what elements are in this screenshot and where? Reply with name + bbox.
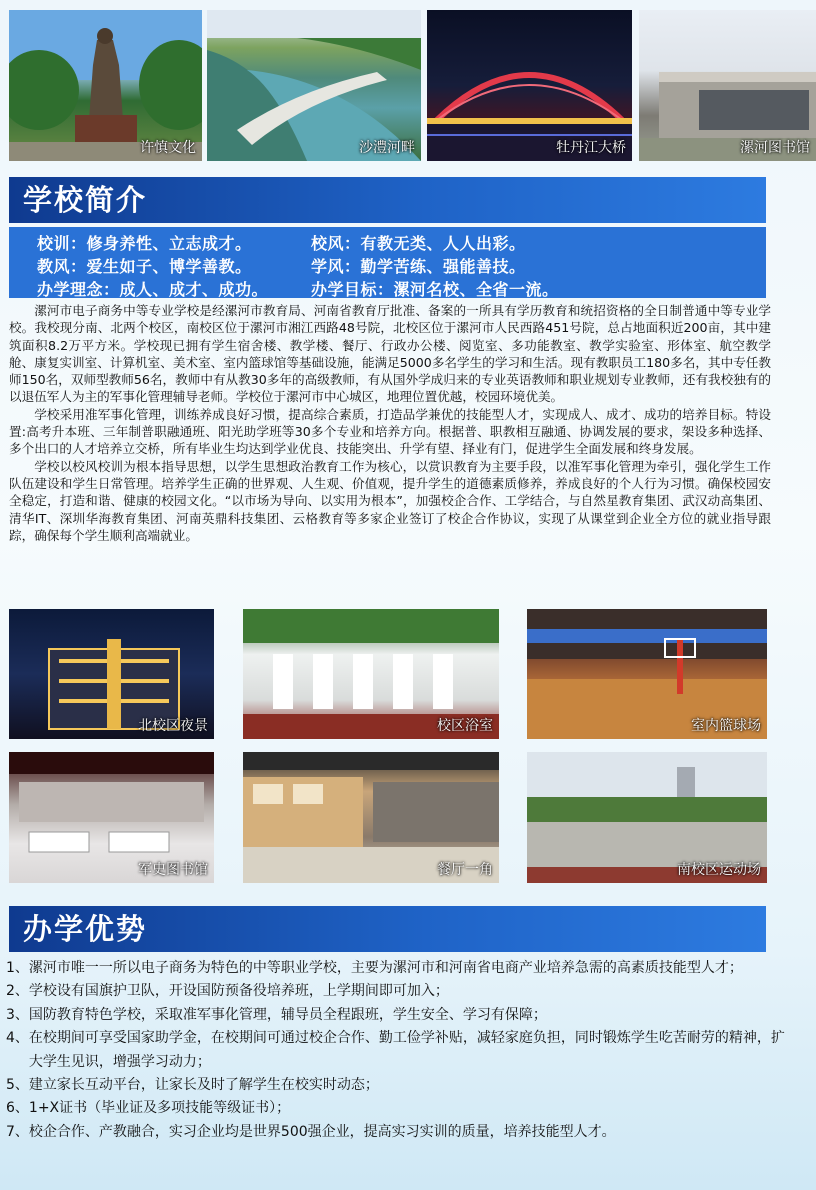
list-item [6,1004,796,1027]
list-item [6,1074,796,1097]
motto-teaching-style: 教风：爱生如子、博学善教。 [37,257,252,276]
list-item-number: 7、 [6,1123,29,1140]
photo-canteen-corner [243,752,499,883]
photo-caption: 南校区运动场 [677,862,761,878]
photo-caption: 许慎文化 [140,140,196,156]
intro-paragraph: 漯河市电子商务中等专业学校是经漯河市教育局、河南省教育厅批准、备案的一所具有学历教育和统招资格的全日制普通中等专业学校。我校现分南、北两个校区，南校区位于漯河市湘江西路48号院，北校区位于漯河市人民西路451号院，总占地面积近200亩，其中建筑面积8.2万平方米。学校现已拥有学生宿舍楼、教学楼、餐厅、行政办公楼、阅览室、多功能教室、教学实验室、形体室、航空教学舱、康复实训室、计算机室、美术室、室内篮球馆等基础设施，能满足5000多名学生的学习和生活。现有教职员工180多名，其中专任教师150名，双师型教师56名，教师中有从教30多年的高级教师，有从国外学成归来的专业英语教师和职业规划专业教师，还有我校独有的以退伍军人为主的军事化管理辅导老师。学校位于漯河市中心城区，地理位置优越，校园环境优美。 [9,303,771,405]
motto-school-spirit: 校风：有教无类、人人出彩。 [311,234,526,253]
photo-mudanjiang-bridge [427,10,632,161]
photo-campus-bathroom [243,609,499,739]
intro-text [9,302,771,544]
list-item-text: 校企合作、产教融合，实习企业均是世界500强企业，提高实习实训的质量，培养技能型人才。 [28,1123,616,1140]
list-item [6,957,796,980]
list-item [6,1097,796,1120]
list-item [6,1121,796,1144]
photo-caption: 漯河图书馆 [740,140,810,156]
motto-school-motto: 校训：修身养性、立志成才。 [37,234,252,253]
photo-caption: 校区浴室 [437,718,493,734]
intro-section-title: 学校简介 [9,177,766,223]
list-item-text: 国防教育特色学校，采取准军事化管理，辅导员全程跟班，学生安全、学习有保障； [28,1006,547,1023]
photo-caption: 室内篮球场 [691,718,761,734]
list-item-number: 4、 [6,1030,29,1047]
list-item-number: 1、 [6,960,29,976]
list-item-text: 漯河市唯一一所以电子商务为特色的中等职业学校，主要为漯河市和河南省电商产业培养急需的高素质技能型人才； [28,960,743,976]
intro-paragraph: 学校以校风校训为根本指导思想，以学生思想政治教育工作为核心，以赏识教育为主要手段，以准军事化管理为牵引，强化学生工作队伍建设和学生日常管理。培养学生正确的世界观、人生观、价值观，提升学生的道德素质修养，养成良好的个人行为习惯。确保校园安全稳定，打造和谐、健康的校园文化。“以市场为导向、以实用为根本”，加强校企合作、工学结合，与自然星教育集团、武汉动高集团、清华IT、深圳华海教育集团、河南英鼎科技集团、云格教育等多家企业签订了校企合作协议，实现了从课堂到企业全方位的就业指导跟踪，确保每个学生顺利高端就业。 [9,458,771,543]
list-item-text: 在校期间可享受国家助学金，在校期间可通过校企合作、勤工俭学补贴，减轻家庭负担，同时锻炼学生吃苦耐劳的精神，扩大学生见识，增强学习动力； [28,1030,785,1070]
photo-luohe-library [639,10,816,161]
photo-caption: 沙澧河畔 [359,140,415,156]
photo-caption: 军史图书馆 [138,862,208,878]
list-item-number: 2、 [6,983,29,1000]
photo-caption: 牡丹江大桥 [556,140,626,156]
photo-caption: 餐厅一角 [437,862,493,878]
list-item [6,980,796,1003]
photo-caption: 北校区夜景 [138,718,208,734]
photo-military-library [9,752,214,883]
motto-goal: 办学目标：漯河名校、全省一流。 [311,280,559,299]
list-item-text: 建立家长互动平台，让家长及时了解学生在校实时动态； [28,1077,379,1094]
list-item-text: 学校设有国旗护卫队，开设国防预备役培养班，上学期间即可加入； [28,983,449,1000]
intro-paragraph: 学校采用准军事化管理，训练养成良好习惯，提高综合素质，打造品学兼优的技能型人才，实现成人、成才、成功的培养目标。特设置:高考升本班、三年制普职融通班、阳光助学班等30多个专业和培养方向。根据普、职教相互融通、协调发展的要求，架设多种选择、多个出口的人才培养立交桥，所有毕业生均达到学业优良、技能突出、升学有望、择业有门，促进学生全面发展和终身发展。 [9,406,771,457]
advantages-section-title: 办学优势 [9,906,766,952]
advantages-list [6,957,796,1144]
list-item-number: 3、 [6,1006,29,1023]
photo-indoor-basketball [527,609,767,739]
motto-box [9,227,766,298]
photo-xushen-culture [9,10,202,161]
list-item [6,1027,796,1074]
photo-north-campus-night [9,609,214,739]
motto-study-style: 学风：勤学苦练、强能善技。 [311,257,526,276]
list-item-number: 5、 [6,1077,29,1094]
list-item-text: 1+X证书（毕业证及多项技能等级证书）； [28,1100,291,1117]
list-item-number: 6、 [6,1100,29,1117]
motto-philosophy: 办学理念：成人、成才、成功。 [37,280,269,299]
photo-shali-river [207,10,421,161]
photo-south-campus-field [527,752,767,883]
